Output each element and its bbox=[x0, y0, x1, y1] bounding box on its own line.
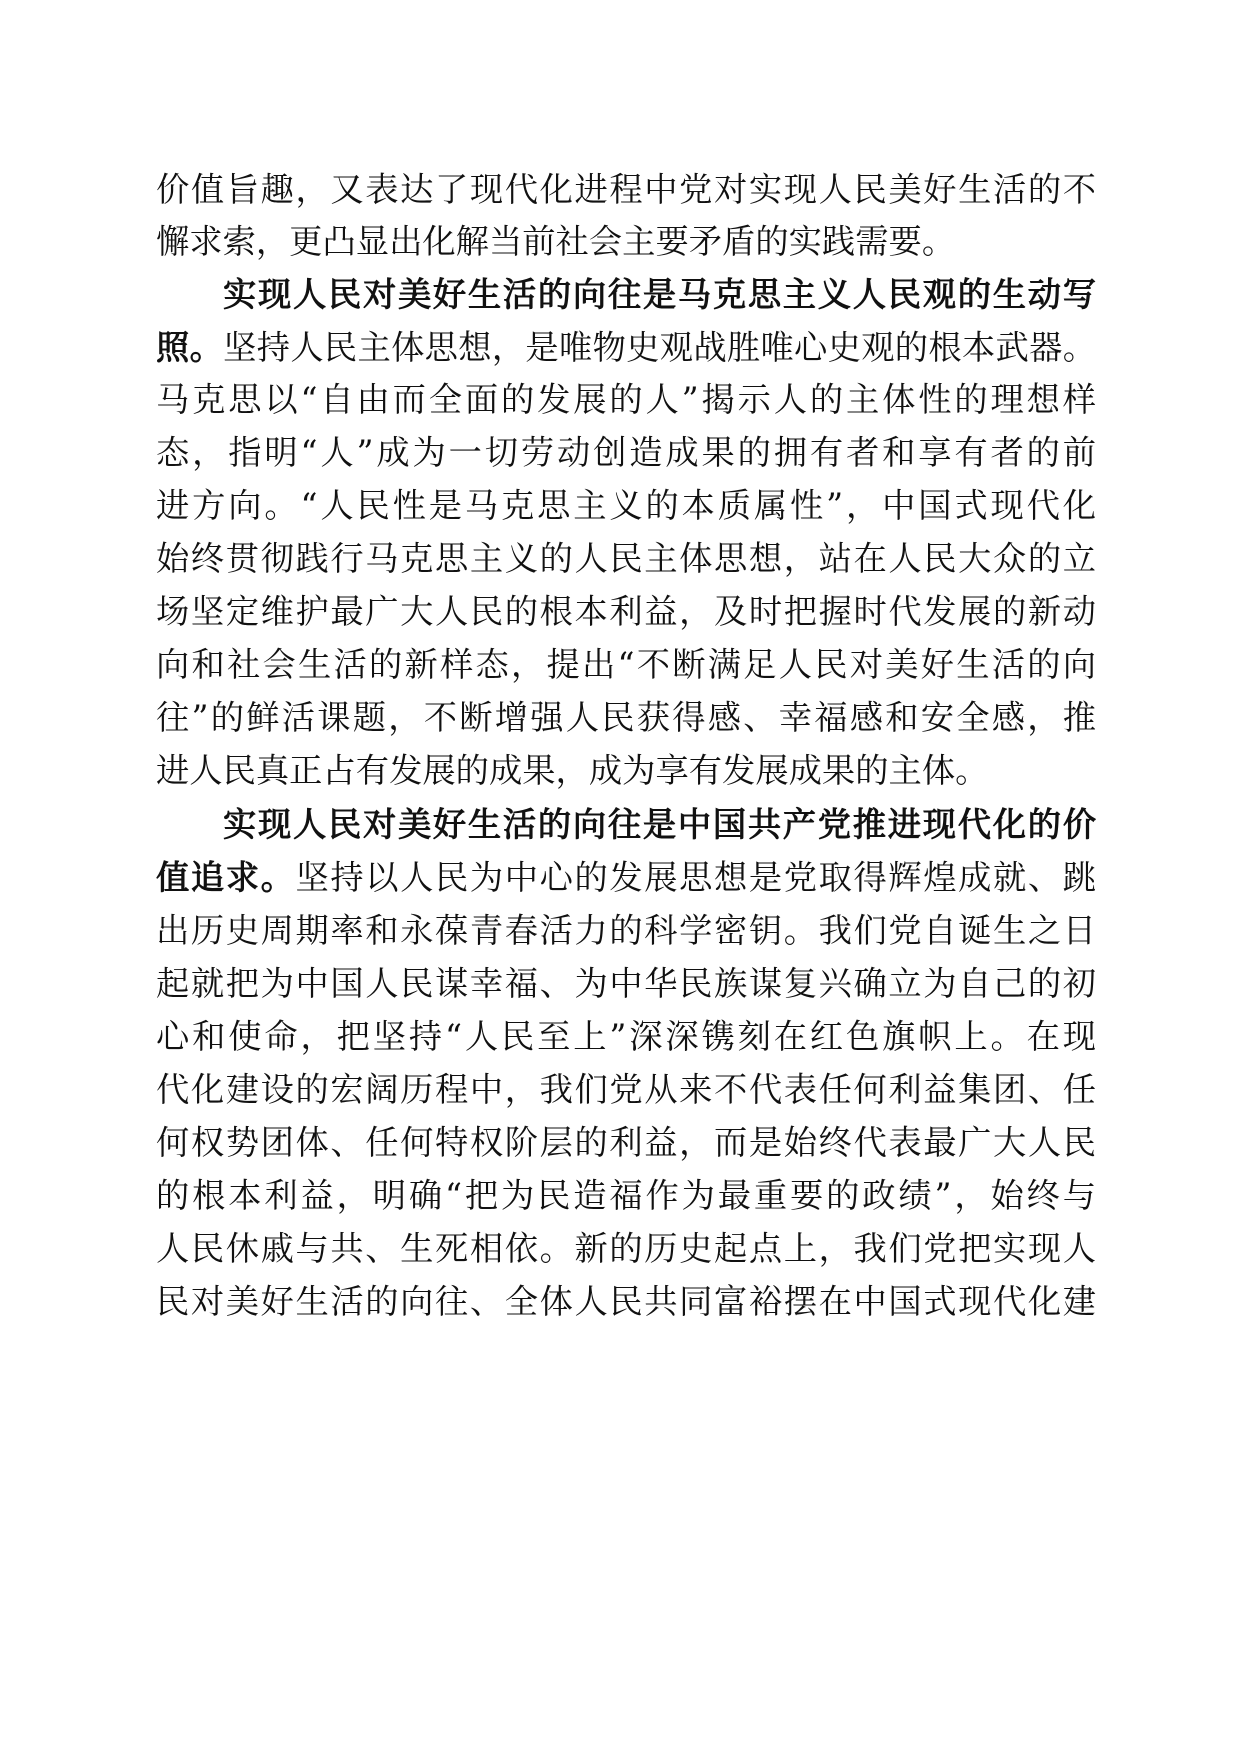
text-line: 懈求索，更凸显出化解当前社会主要矛盾的实践需要。 bbox=[156, 222, 956, 261]
text-line: 向和社会生活的新样态，提出“不断满足人民对美好生活的向 bbox=[156, 645, 1096, 684]
text-line: 马克思以“自由而全面的发展的人”揭示人的主体性的理想样 bbox=[156, 380, 1096, 419]
text-span: 坚持以人民为中心的发展思想是党取得辉煌成就、跳 bbox=[295, 858, 1097, 897]
text-line: 进方向。“人民性是马克思主义的本质属性”，中国式现代化 bbox=[156, 486, 1096, 525]
text-line: 价值旨趣，又表达了现代化进程中党对实现人民美好生活的不 bbox=[156, 170, 1096, 209]
text-line: 出历史周期率和永葆青春活力的科学密钥。我们党自诞生之日 bbox=[156, 911, 1096, 950]
text-line bbox=[156, 328, 1096, 368]
text-line: 的根本利益，明确“把为民造福作为最重要的政绩”，始终与 bbox=[156, 1176, 1096, 1215]
text-line: 人民休戚与共、生死相依。新的历史起点上，我们党把实现人 bbox=[156, 1229, 1096, 1268]
text-line: 始终贯彻践行马克思主义的人民主体思想，站在人民大众的立 bbox=[156, 539, 1096, 578]
text-line: 心和使命，把坚持“人民至上”深深镌刻在红色旗帜上。在现 bbox=[156, 1017, 1096, 1056]
text-line: 何权势团体、任何特权阶层的利益，而是始终代表最广大人民 bbox=[156, 1123, 1096, 1162]
text-line: 往”的鲜活课题，不断增强人民获得感、幸福感和安全感，推 bbox=[156, 698, 1096, 737]
paragraph-heading-end: 值追求。 bbox=[156, 858, 296, 897]
text-line: 场坚定维护最广大人民的根本利益，及时把握时代发展的新动 bbox=[156, 592, 1096, 631]
text-line bbox=[156, 858, 1096, 898]
text-span: 坚持人民主体思想，是唯物史观战胜唯心史观的根本武器。 bbox=[223, 328, 1097, 367]
paragraph-heading: 实现人民对美好生活的向往是马克思主义人民观的生动写 bbox=[223, 275, 1096, 314]
text-line: 代化建设的宏阔历程中，我们党从来不代表任何利益集团、任 bbox=[156, 1070, 1096, 1109]
text-line: 起就把为中国人民谋幸福、为中华民族谋复兴确立为自己的初 bbox=[156, 964, 1096, 1003]
paragraph-heading-end: 照。 bbox=[156, 328, 224, 367]
text-line: 态，指明“人”成为一切劳动创造成果的拥有者和享有者的前 bbox=[156, 433, 1096, 472]
text-line: 民对美好生活的向往、全体人民共同富裕摆在中国式现代化建 bbox=[156, 1282, 1096, 1321]
paragraph-heading: 实现人民对美好生活的向往是中国共产党推进现代化的价 bbox=[223, 805, 1096, 844]
text-line: 进人民真正占有发展的成果，成为享有发展成果的主体。 bbox=[156, 751, 989, 790]
